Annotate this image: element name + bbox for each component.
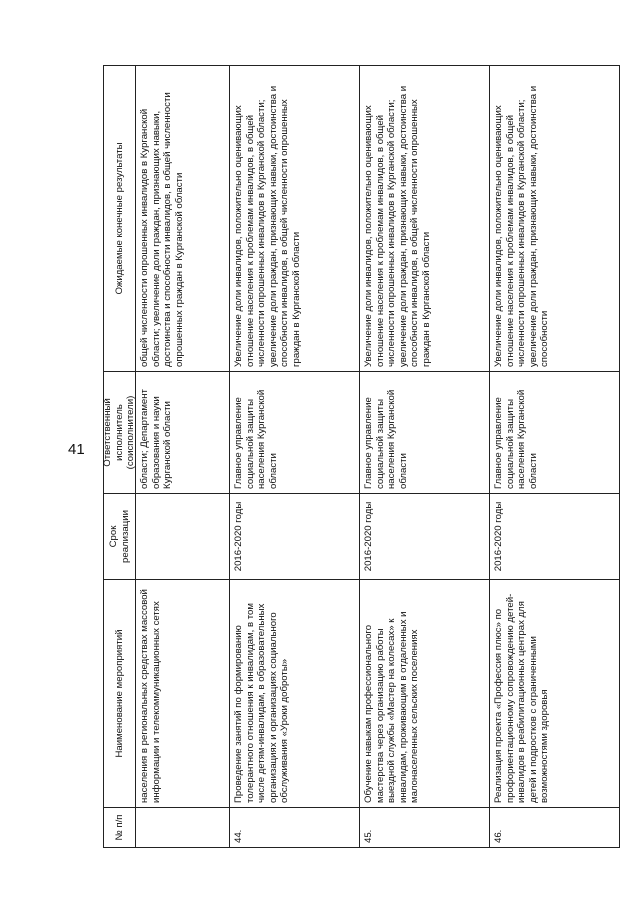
row-46-number: 46. [490, 807, 620, 847]
row-45-number: 45. [360, 807, 490, 847]
row-46-result: Увеличение доли инвалидов, положительно оценивающих отношение населения к проблемам инвалидов, в общей численности опрошенных инвалидов в Курганской области; увеличение доли граждан, признающих навыки, достоинства и способности [490, 65, 620, 371]
row-cont-number [136, 807, 230, 847]
row-44-number: 44. [230, 807, 360, 847]
header-measure-name: Наименование мероприятий [104, 579, 136, 807]
header-executor: Ответственный исполнитель (соисполнители) [104, 371, 136, 493]
row-cont-term [136, 493, 230, 579]
row-44-executor: Главное управление социальной защиты населения Курганской области [230, 371, 360, 493]
row-44-name: Проведение занятий по формированию толерантного отношения к инвалидам, в том числе детям-инвалидам, в образовательных организациях и организациях социального обслуживания «Уроки доброты» [230, 579, 360, 807]
row-46-name: Реализация проекта «Профессия плюс» по профориентационному сопровождению детей-инвалидов в реабилитационных центрах для детей и подростков с ограниченными возможностями здоровья [490, 579, 620, 807]
row-cont-name: населения в региональных средствах массовой информации и телекоммуникационных сетях [136, 579, 230, 807]
row-45-result: Увеличение доли инвалидов, положительно оценивающих отношение населения к проблемам инвалидов, в общей численности опрошенных инвалидов в Курганской области; увеличение доли граждан, признающих навыки, достоинства и способности инвалидов, в общей численности опрошенных граждан в Курганской области [360, 65, 490, 371]
page-number: 41 [68, 441, 85, 458]
header-results: Ожидаемые конечные результаты [104, 65, 136, 371]
measures-table [103, 65, 620, 848]
row-45-term: 2016-2020 годы [360, 493, 490, 579]
row-44-result: Увеличение доли инвалидов, положительно оценивающих отношение населения к проблемам инвалидов, в общей численности опрошенных инвалидов в Курганской области; увеличение доли граждан, признающих навыки, достоинства и способности инвалидов, в общей численности опрошенных граждан в Курганской области [230, 65, 360, 371]
row-46-term: 2016-2020 годы [490, 493, 620, 579]
rotated-page-area [103, 66, 619, 848]
header-number: № п/п [104, 807, 136, 847]
row-cont-result: общей численности опрошенных инвалидов в Курганской области; увеличение доли граждан, признающих навыки, достоинства и способности инвалидов, в общей численности опрошенных граждан в Курганской области [136, 65, 230, 371]
row-cont-executor: области; Департамент образования и науки Курганской области [136, 371, 230, 493]
row-46-executor: Главное управление социальной защиты населения Курганской области [490, 371, 620, 493]
row-45-name: Обучение навыкам профессионального мастерства через организацию работы выездной службы «Мастер на колесах» к инвалидам, проживающим в отдаленных и малонаселенных сельских поселениях [360, 579, 490, 807]
row-44-term: 2016-2020 годы [230, 493, 360, 579]
row-45-executor: Главное управление социальной защиты населения Курганской области [360, 371, 490, 493]
header-term: Срок реализации [104, 493, 136, 579]
